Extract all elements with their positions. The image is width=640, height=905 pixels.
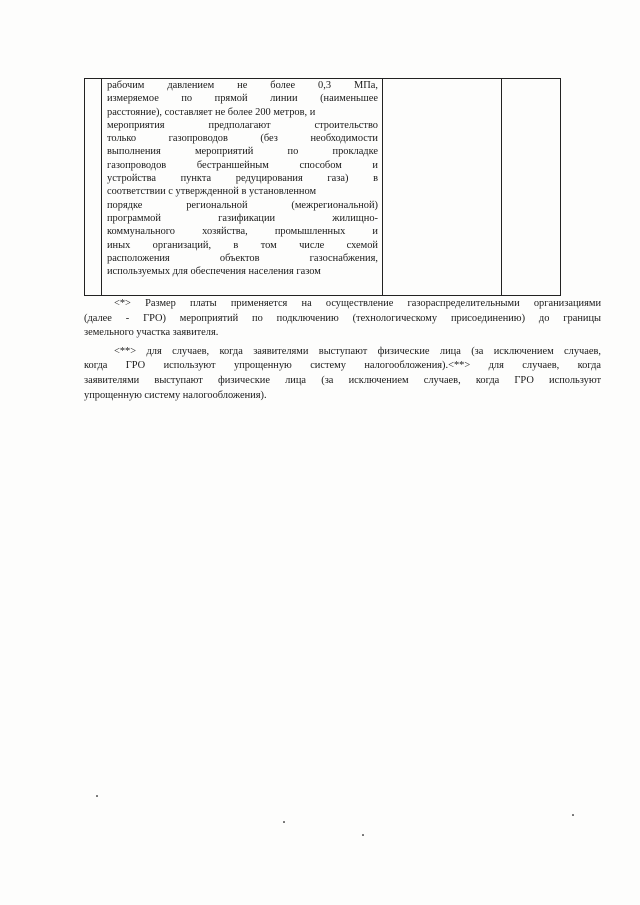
scan-speck <box>283 821 285 823</box>
table-cell-line: мероприятия предполагают строительство <box>107 119 378 131</box>
footnotes <box>84 297 601 403</box>
table-cell-line: коммунального хозяйства, промышленных и <box>107 226 378 238</box>
footnote-line: заявителями выступают физические лица (за исключением случаев, когда ГРО используют <box>84 374 601 386</box>
footnote-line: когда ГРО используют упрощенную систему налогообложения).<**> для случаев, когда <box>84 360 601 372</box>
table-cell-line: расположения объектов газоснабжения, <box>107 252 378 264</box>
table-cell-line: иных организаций, в том числе схемой <box>107 239 378 251</box>
table-cell-line: расстояние), составляет не более 200 метров, и <box>107 106 316 118</box>
table-cell-line: газопроводов бестраншейным способом и <box>107 159 378 171</box>
table-column-divider <box>382 79 383 295</box>
table-column-divider <box>101 79 102 295</box>
table-cell-line: устройства пункта редуцирования газа) в <box>107 173 378 185</box>
footnote-2 <box>84 345 601 403</box>
table-cell-line: порядке региональной (межрегиональной) <box>107 199 378 211</box>
table-cell-line: измеряемое по прямой линии (наименьшее <box>107 93 378 105</box>
footnote-1 <box>84 297 601 341</box>
table-cell-line: рабочим давлением не более 0,3 МПа, <box>107 80 378 91</box>
footnote-line: земельного участка заявителя. <box>84 327 219 339</box>
footnote-line: упрощенную систему налогообложения). <box>84 389 267 401</box>
footnote-line: <*> Размер платы применяется на осуществление газораспределительными организациями <box>114 298 601 309</box>
scan-speck <box>96 795 98 797</box>
table-cell-line: используемых для обеспечения населения газом <box>107 266 321 278</box>
scan-speck <box>572 814 574 816</box>
footnote-line: <**> для случаев, когда заявителями выступают физические лица (за исключением случаев, <box>114 345 601 357</box>
footnote-line: (далее - ГРО) мероприятий по подключению (технологическому присоединению) до границы <box>84 312 601 324</box>
table-cell-line: выполнения мероприятий по прокладке <box>107 146 378 158</box>
table-cell-description <box>107 79 378 278</box>
table-cell-line: программой газификации жилищно- <box>107 212 378 224</box>
table-cell-line: соответствии с утвержденной в установленном <box>107 186 317 198</box>
scan-speck <box>362 834 364 836</box>
table-cell-line: только газопроводов (без необходимости <box>107 133 378 145</box>
table-column-divider <box>501 79 502 295</box>
table-fragment <box>84 78 561 296</box>
